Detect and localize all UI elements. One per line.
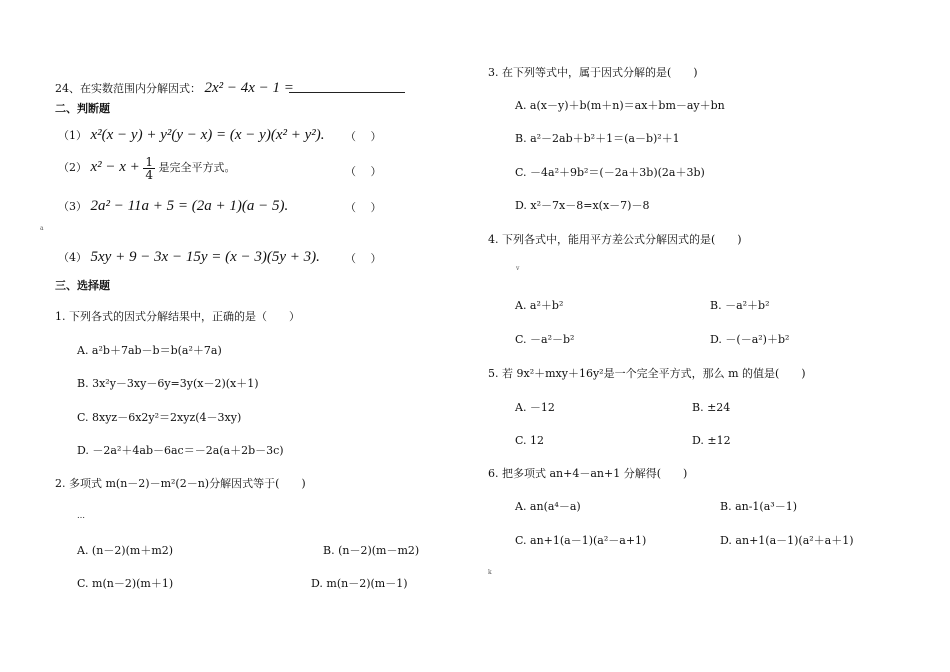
question-3-stem: 3. 在下列等式中，属于因式分解的是( ) (488, 66, 698, 79)
judge-item-2-answer: （ ） (345, 165, 382, 178)
question-6-option-d: D. an+1(a－1)(a²＋a＋1) (720, 534, 854, 547)
question-6-stem: 6. 把多项式 an+4－an+1 分解得( ) (488, 467, 688, 480)
judge-item-4 (58, 248, 320, 266)
stray-mark-2: k (488, 569, 492, 576)
question-5-option-a: A. －12 (515, 401, 555, 414)
question-5-option-b: B. ±24 (692, 401, 731, 414)
judge-item-2-expression: x² − x + (90, 159, 140, 175)
question-6-option-a: A. an(a⁴－a) (515, 500, 581, 513)
judge-item-4-expression: 5xy + 9 − 3x − 15y = (x − 3)(5y + 3). (90, 249, 320, 265)
judge-item-1 (58, 126, 325, 144)
question-6-option-b: B. an-1(a³－1) (720, 500, 797, 513)
question-1-stem: 1. 下列各式的因式分解结果中，正确的是（ ） (55, 310, 300, 323)
question-4-option-b: B. －a²＋b² (710, 299, 770, 312)
judge-item-1-number: （1） (58, 129, 87, 142)
judge-item-1-answer: （ ） (345, 130, 382, 143)
question-1-option-b: B. 3x²y－3xy－6y=3y(x－2)(x＋1) (77, 377, 259, 390)
judge-item-3 (58, 197, 288, 215)
question-1-option-c: C. 8xyz－6x2y²＝2xyz(4－3xy) (77, 411, 242, 424)
section-2-title: 二、判断题 (55, 102, 110, 115)
fraction-one-quarter (143, 156, 155, 181)
question-2-option-b: B. (n－2)(m－m2) (323, 544, 420, 557)
judge-item-2-tail: 是完全平方式。 (158, 161, 236, 174)
fraction-denominator: 4 (145, 167, 153, 182)
question-4-option-d: D. －(－a²)＋b² (710, 333, 790, 346)
question-24-expression: 2x² − 4x − 1 = (204, 80, 294, 96)
judge-item-4-number: （4） (58, 251, 87, 264)
question-2-option-c: C. m(n－2)(m＋1) (77, 577, 174, 590)
question-4-option-c: C. －a²－b² (515, 333, 575, 346)
question-24-prefix: 24、在实数范围内分解因式： (55, 82, 201, 95)
section-3-title: 三、选择题 (55, 279, 110, 292)
question-6-option-c: C. an+1(a－1)(a²－a+1) (515, 534, 647, 547)
question-3-option-a: A. a(x－y)＋b(m＋n)＝ax＋bm－ay＋bn (515, 99, 725, 112)
question-3-option-d: D. x²－7x－8=x(x－7)－8 (515, 199, 650, 212)
stray-mark-v: v (516, 265, 520, 272)
question-4-stem: 4. 下列各式中，能用平方差公式分解因式的是( ) (488, 233, 742, 246)
question-3-option-c: C. －4a²＋9b²＝(－2a＋3b)(2a＋3b) (515, 166, 705, 179)
question-2-option-d: D. m(n－2)(m－1) (311, 577, 408, 590)
judge-item-3-number: （3） (58, 200, 87, 213)
question-1-option-a: A. a²b＋7ab－b＝b(a²＋7a) (77, 344, 222, 357)
question-3-option-b: B. a²－2ab＋b²＋1＝(a－b)²＋1 (515, 132, 680, 145)
question-5-option-d: D. ±12 (692, 434, 731, 447)
judge-item-2 (58, 154, 235, 182)
question-1-option-d: D. －2a²＋4ab－6ac＝－2a(a＋2b－3c) (77, 444, 284, 457)
judge-item-4-answer: （ ） (345, 252, 382, 265)
judge-item-3-expression: 2a² − 11a + 5 = (2a + 1)(a − 5). (90, 198, 289, 214)
question-2-option-a: A. (n－2)(m＋m2) (77, 544, 174, 557)
question-5-stem: 5. 若 9x²＋mxy＋16y²是一个完全平方式，那么 m 的值是( ) (488, 367, 806, 380)
judge-item-2-number: （2） (58, 161, 87, 174)
question-24 (55, 79, 294, 97)
fraction-numerator: 1 (145, 154, 153, 169)
judge-item-1-expression: x²(x − y) + y²(y − x) = (x − y)(x² + y²). (90, 127, 325, 143)
answer-blank (289, 92, 405, 93)
stray-mark-1: a (40, 225, 44, 232)
judge-item-3-answer: （ ） (345, 201, 382, 214)
question-2-stem: 2. 多项式 m(n－2)－m²(2－n)分解因式等于( ) (55, 477, 306, 490)
question-4-option-a: A. a²＋b² (515, 299, 564, 312)
question-2-ellipsis: … (77, 511, 85, 520)
question-5-option-c: C. 12 (515, 434, 545, 447)
